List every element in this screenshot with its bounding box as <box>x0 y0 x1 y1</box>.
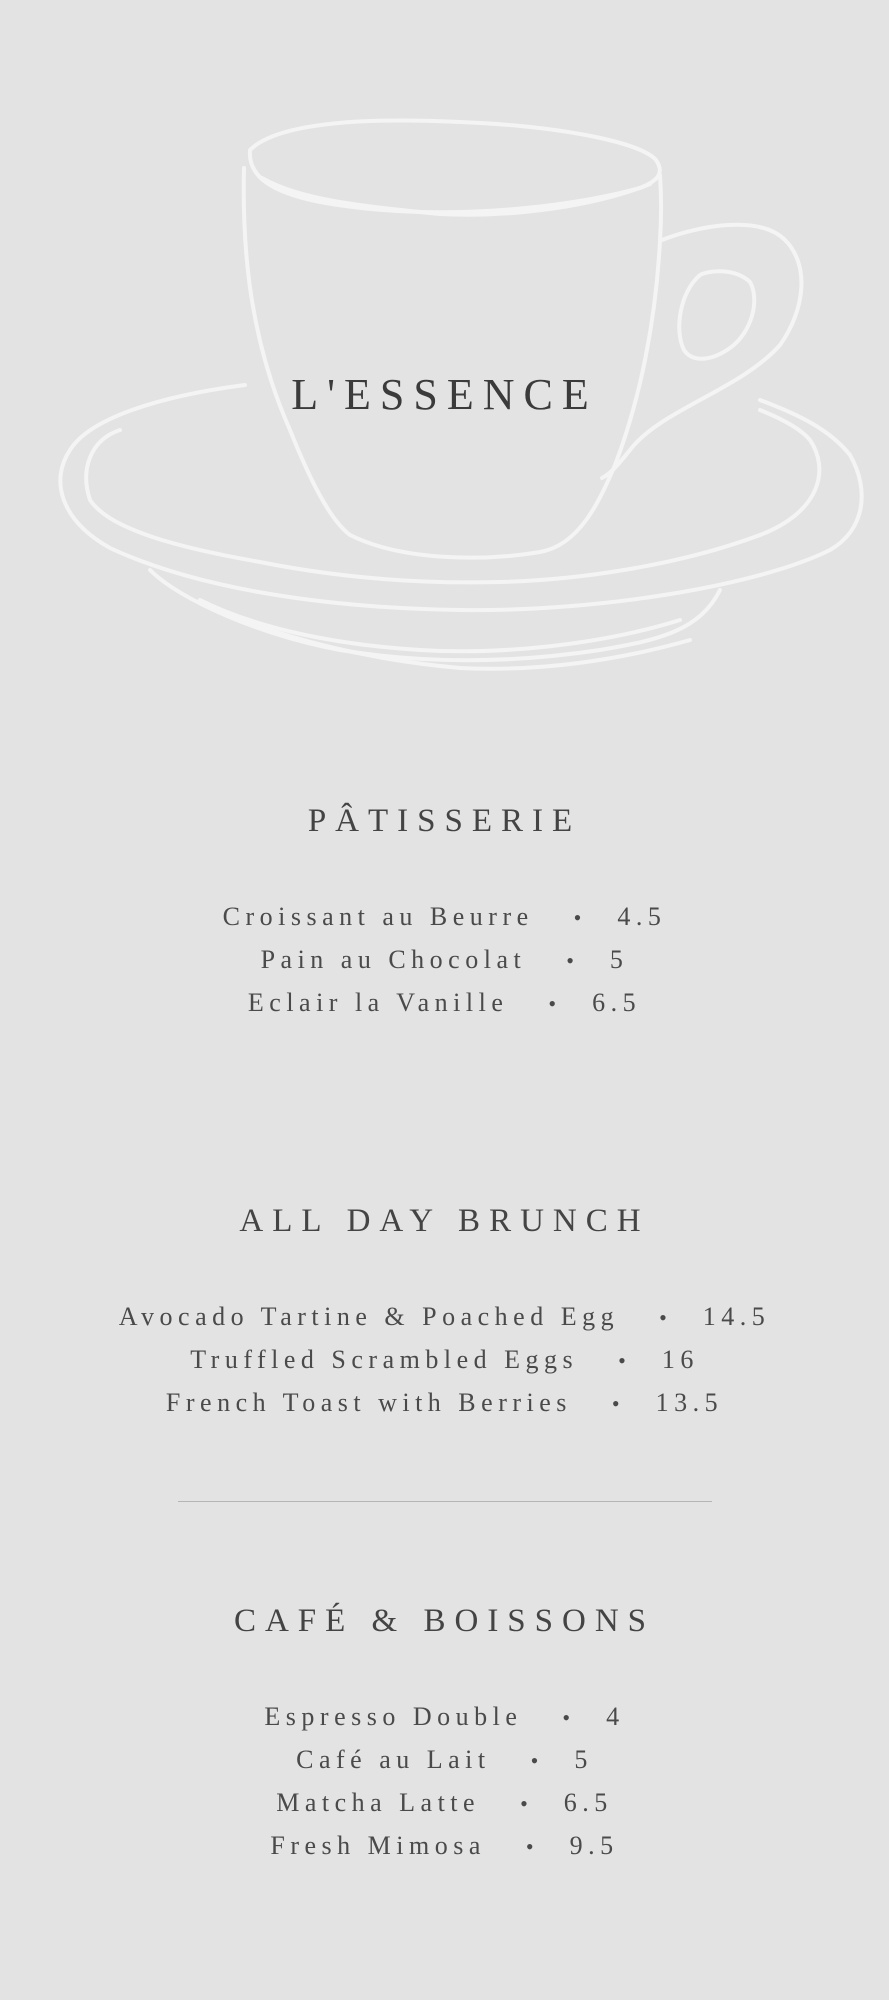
item-name: Fresh Mimosa <box>270 1831 486 1860</box>
menu-item <box>0 1696 889 1739</box>
item-separator: • <box>618 1348 626 1373</box>
item-name: French Toast with Berries <box>165 1388 572 1417</box>
item-name: Truffled Scrambled Eggs <box>190 1345 579 1374</box>
item-separator: • <box>611 1391 620 1416</box>
item-separator: • <box>530 1748 539 1773</box>
item-separator: • <box>573 905 582 930</box>
item-price: 4.5 <box>617 902 667 931</box>
menu-item <box>0 1825 889 1868</box>
section-brunch <box>0 1200 889 1425</box>
menu-item <box>0 1296 889 1339</box>
item-price: 4 <box>606 1702 625 1731</box>
menu-items <box>0 1296 889 1425</box>
item-separator: • <box>562 1705 571 1730</box>
coffee-cup-icon <box>0 0 889 700</box>
item-price: 9.5 <box>569 1831 619 1860</box>
item-price: 6.5 <box>563 1788 613 1817</box>
menu-item <box>0 1339 889 1382</box>
section-title: ALL DAY BRUNCH <box>239 1203 650 1239</box>
menu-header <box>0 0 889 700</box>
menu-items <box>0 896 889 1025</box>
item-price: 14.5 <box>702 1302 771 1331</box>
brand-title: L'ESSENCE <box>291 370 598 419</box>
item-price: 13.5 <box>655 1388 724 1417</box>
menu-item <box>0 982 889 1025</box>
section-cafe-boissons <box>0 1600 889 1868</box>
section-patisserie <box>0 800 889 1025</box>
item-price: 16 <box>661 1345 699 1374</box>
item-name: Matcha Latte <box>276 1788 481 1817</box>
item-separator: • <box>566 948 574 973</box>
item-name: Croissant au Beurre <box>222 902 534 931</box>
item-separator: • <box>659 1305 667 1330</box>
item-name: Eclair la Vanille <box>247 988 509 1017</box>
menu-item <box>0 1382 889 1425</box>
menu-item <box>0 939 889 982</box>
item-price: 6.5 <box>592 988 642 1017</box>
section-divider <box>178 1501 712 1502</box>
section-title: PÂTISSERIE <box>307 803 582 839</box>
menu-item <box>0 1782 889 1825</box>
menu-item <box>0 896 889 939</box>
item-name: Espresso Double <box>264 1702 523 1731</box>
menu-item <box>0 1739 889 1782</box>
item-separator: • <box>520 1791 528 1816</box>
item-price: 5 <box>609 945 629 974</box>
item-price: 5 <box>574 1745 593 1774</box>
item-name: Café au Lait <box>296 1745 491 1774</box>
item-separator: • <box>525 1834 534 1859</box>
item-name: Pain au Chocolat <box>260 945 527 974</box>
item-separator: • <box>548 991 557 1016</box>
section-title: CAFÉ & BOISSONS <box>233 1603 656 1639</box>
item-name: Avocado Tartine & Poached Egg <box>118 1302 620 1331</box>
menu-items <box>0 1696 889 1868</box>
